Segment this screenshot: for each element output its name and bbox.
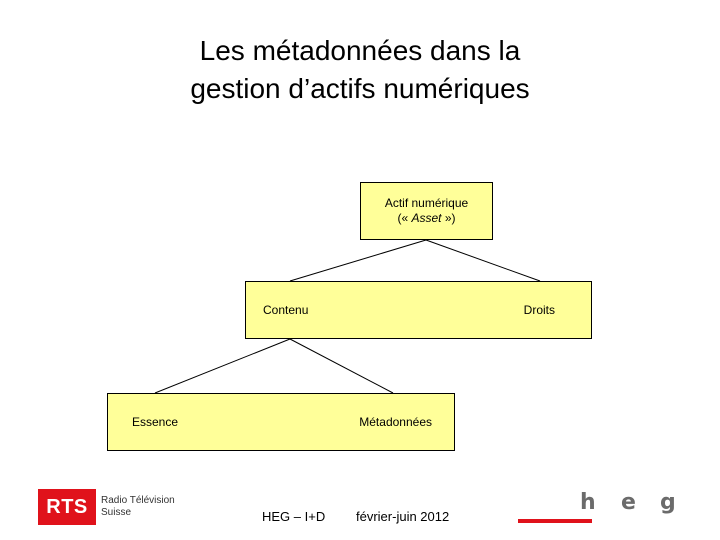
connector-contenu-essence [155, 339, 290, 393]
slide-title-line2: gestion d’actifs numériques [190, 73, 530, 104]
connector-asset-droits [426, 240, 540, 281]
heg-logo-e: e [621, 490, 636, 515]
rts-logo-line1: Radio Télévision [101, 495, 175, 506]
connector-contenu-metadonnees [290, 339, 393, 393]
footer-left-text: HEG – I+D [262, 509, 326, 524]
heg-logo-bar [518, 519, 592, 523]
rts-logo-mark: RTS [46, 495, 88, 518]
slide-title-line1: Les métadonnées dans la [199, 35, 521, 66]
asset-italic: Asset [411, 211, 442, 225]
node-actif-numerique-sublabel [385, 211, 468, 226]
rts-logo [38, 489, 96, 525]
rts-logo-line2: Suisse [101, 507, 132, 518]
node-metadonnees-label: Métadonnées [359, 415, 432, 429]
node-actif-numerique-label: Actif numérique [384, 196, 469, 210]
node-essence-metadonnees [107, 393, 455, 451]
heg-logo-g: g [660, 490, 676, 515]
node-droits-label: Droits [523, 303, 555, 317]
node-essence-label: Essence [132, 415, 179, 429]
heg-logo [576, 490, 682, 518]
asset-suffix: ») [441, 211, 456, 225]
connector-asset-contenu [290, 240, 426, 281]
node-actif-numerique [360, 182, 493, 240]
asset-prefix: (« [397, 211, 412, 225]
node-contenu-label: Contenu [263, 303, 309, 317]
heg-logo-h: h [580, 490, 596, 515]
footer-date-text: février-juin 2012 [356, 509, 450, 524]
node-contenu-droits [245, 281, 592, 339]
rts-logo-text [101, 495, 175, 519]
